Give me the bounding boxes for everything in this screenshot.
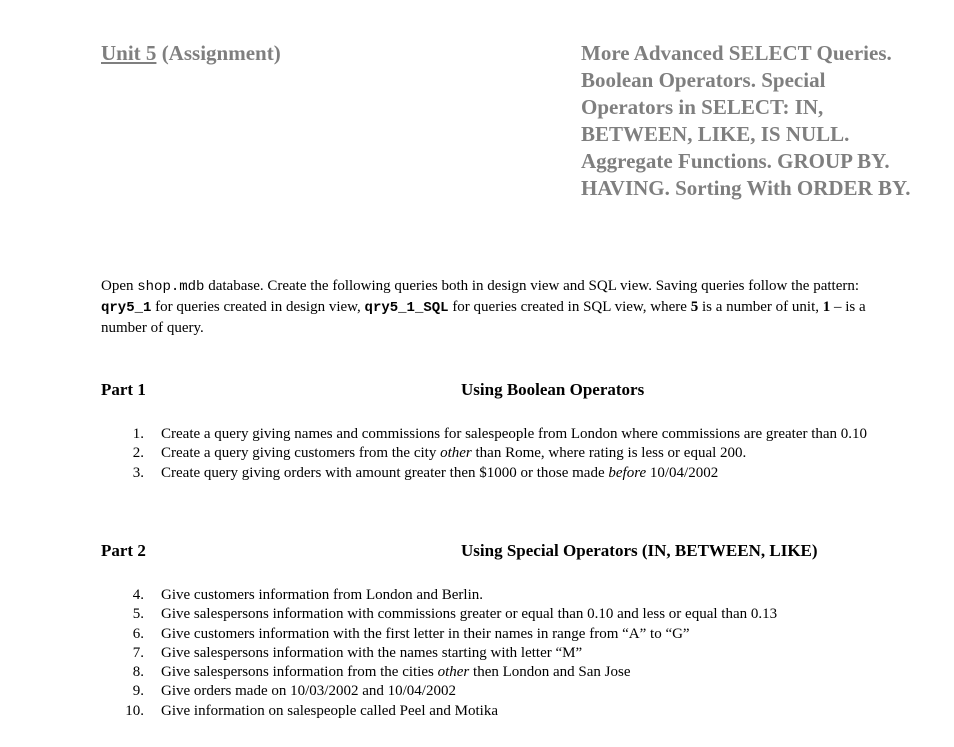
assignment-label: (Assignment) <box>156 41 281 65</box>
query-number: 1 <box>822 299 831 315</box>
question-number: 9. <box>132 683 144 700</box>
design-view-pattern: qry5_1 <box>101 300 152 316</box>
question-item <box>101 682 901 701</box>
question-text: Give customers information with the first letter in their names in range from “A” to “G” <box>161 625 690 642</box>
intro-text: for queries created in design view, <box>151 299 365 315</box>
question-text: Give information on salespeople called Peel and Motika <box>161 702 498 719</box>
question-text: Create a query giving names and commissions for salespeople from London where commissions are greater than 0.10 <box>161 426 868 442</box>
unit-label: Unit 5 <box>101 41 157 65</box>
question-item <box>101 444 901 463</box>
part1-question-list <box>101 425 901 483</box>
question-text: Create a query giving customers from the city other than Rome, where rating is less or equal 200. <box>161 445 747 462</box>
question-text: Create query giving orders with amount greater then $1000 or those made before 10/04/2002 <box>161 464 719 481</box>
part1-title: Part 1 <box>101 380 146 399</box>
question-text: Give salespersons information from the cities other then London and San Jose <box>161 664 631 681</box>
part2-question-list <box>101 586 901 721</box>
question-number: 4. <box>132 587 144 603</box>
intro-paragraph <box>101 276 911 338</box>
question-number: 8. <box>132 664 144 681</box>
intro-text: is a number of unit, <box>698 299 823 315</box>
question-item <box>101 644 901 663</box>
intro-text: Open <box>101 278 138 294</box>
intro-text: – is a number of query. <box>101 299 866 336</box>
part1-heading: Using Boolean Operators <box>461 380 645 399</box>
question-text: Give orders made on 10/03/2002 and 10/04/2002 <box>161 683 456 700</box>
unit-header <box>101 40 281 67</box>
question-text: Give salespersons information with commissions greater or equal than 0.10 and less or equal than 0.13 <box>161 606 778 623</box>
question-item <box>101 425 901 444</box>
sql-view-pattern: qry5_1_SQL <box>364 300 449 316</box>
question-item <box>101 605 901 624</box>
question-item <box>101 625 901 644</box>
question-item <box>101 663 901 682</box>
question-number: 3. <box>132 464 144 481</box>
question-number: 5. <box>132 606 144 623</box>
unit-number: 5 <box>690 299 699 315</box>
question-number: 10. <box>125 702 144 719</box>
question-number: 6. <box>132 625 144 642</box>
intro-text: for queries created in SQL view, where <box>448 299 691 315</box>
database-name: shop.mdb <box>137 279 205 295</box>
question-item <box>101 586 901 605</box>
unit-topic: More Advanced SELECT Queries. Boolean Operators. Special Operators in SELECT: IN, BETWEEN, LIKE, IS NULL. Aggregate Functions. GROUP BY. HAVING. Sorting With ORDER BY. <box>581 41 911 200</box>
intro-text: database. Create the following queries both in design view and SQL view. Saving queries follow the pattern: <box>204 278 860 294</box>
question-number: 1. <box>132 426 144 442</box>
question-text: Give customers information from London and Berlin. <box>161 587 484 603</box>
question-number: 2. <box>132 445 144 462</box>
question-number: 7. <box>132 644 144 661</box>
part2-heading: Using Special Operators (IN, BETWEEN, LIKE) <box>461 541 818 560</box>
question-item <box>101 702 901 721</box>
question-text: Give salespersons information with the names starting with letter “M” <box>161 644 583 661</box>
part2-title: Part 2 <box>101 541 146 560</box>
question-item <box>101 464 901 483</box>
